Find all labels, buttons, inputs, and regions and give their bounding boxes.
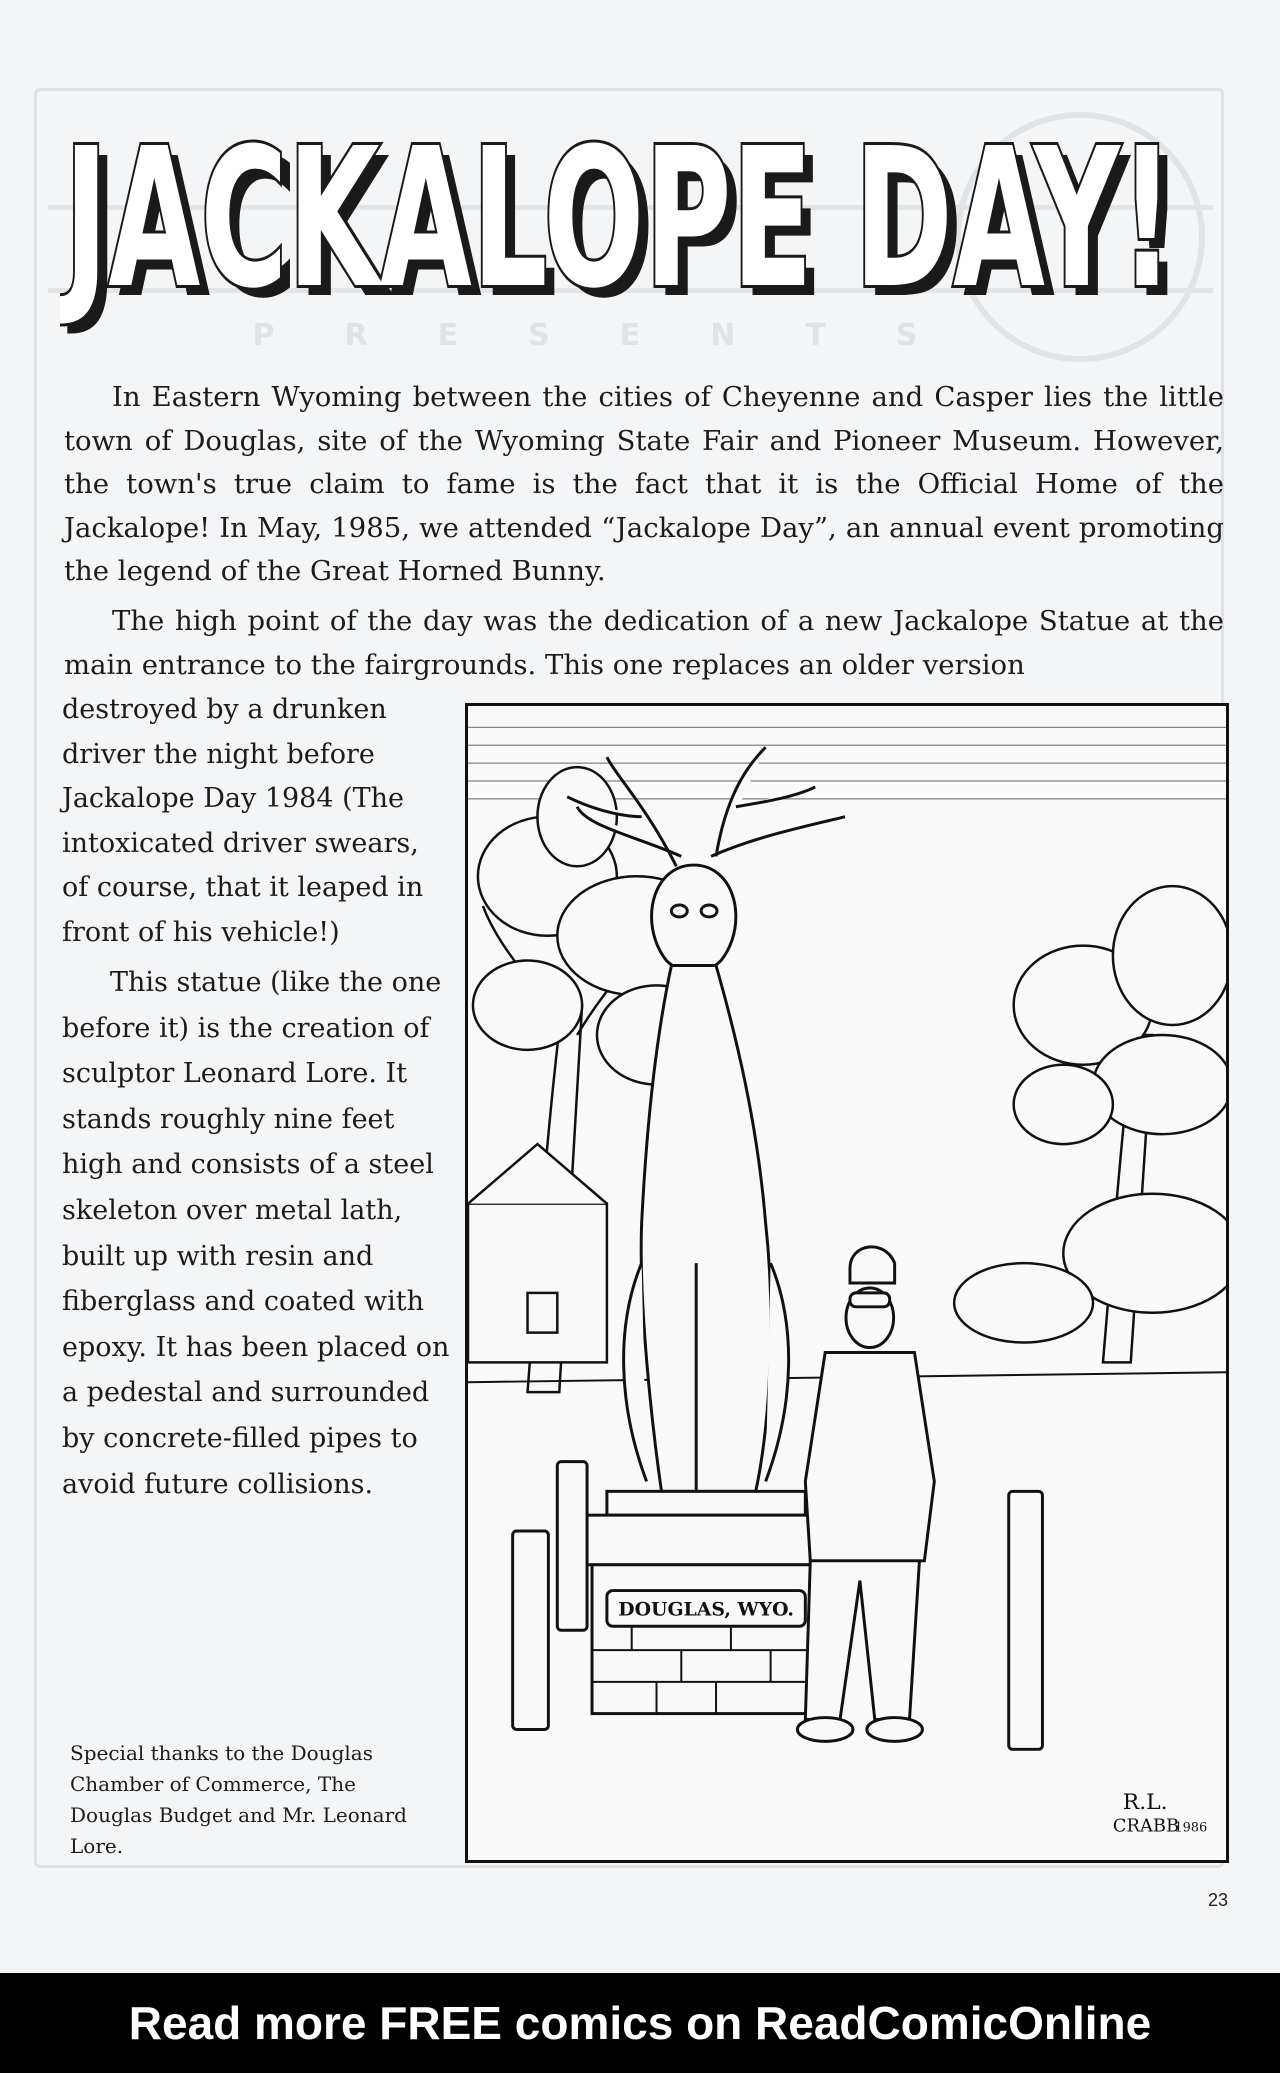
signature-surname: CRABB [1112,1815,1180,1837]
special-thanks-note: Special thanks to the Douglas Chamber of Commerce, The Douglas Budget and Mr. Leonard Lore. [70,1741,407,1858]
page-number: 23 [1208,1890,1229,1910]
illustration-art [468,706,1226,1860]
statue-pedestal [572,1491,840,1713]
jackalope-statue-illustration [465,703,1229,1863]
intro-paragraph: In Eastern Wyoming between the cities of Cheyenne and Casper lies the little town of Douglas, site of the Wyoming State Fair and Pioneer Museum. However, the town's true claim to fame is the fact that it is the Official Home of the Jackalope! In May, 1985, we attended “Jackalope Day”, an annual event promoting the legend of the Great Horned Bunny. [64,381,1224,587]
signature-year: 1986 [1174,1820,1208,1836]
pedestal-sign: DOUGLAS, WYO. [618,1598,794,1621]
dedication-paragraph: The high point of the day was the dedication of a new Jackalope Statue at the main entrance to the fairgrounds. This one replaces an older version [64,605,1224,681]
dedication-paragraph-continued: destroyed by a drunken driver the night before Jackalope Day 1984 (The intoxicated driver swears, of course, that it leaped in front of his vehicle!) [62,694,424,948]
bleedthrough-presents: PRESENTS [252,318,988,353]
statue-paragraph: This statue (like the one before it) is the creation of sculptor Leonard Lore. It stands roughly nine feet high and consists of a steel skeleton over metal lath, built up with resin and fiberglass and coated with epoxy. It has been placed on a pedestal and surrounded by concrete-filled pipes to avoid future collisions. [62,967,450,1500]
promo-banner-text[interactable]: Read more FREE comics on ReadComicOnline [128,1997,1152,2049]
title-text: JACKALOPE DAY! [60,108,1174,331]
man-figure [797,1247,934,1742]
page-title [60,95,1230,335]
artist-signature [1113,1790,1207,1837]
title-shadow: JACKALOPE DAY! [67,118,1184,335]
bushes [954,1194,1226,1343]
house-left [468,1144,607,1362]
promo-banner[interactable] [0,1973,1280,2073]
signature-name: R.L. [1122,1789,1168,1815]
title-lettering [60,95,1230,335]
